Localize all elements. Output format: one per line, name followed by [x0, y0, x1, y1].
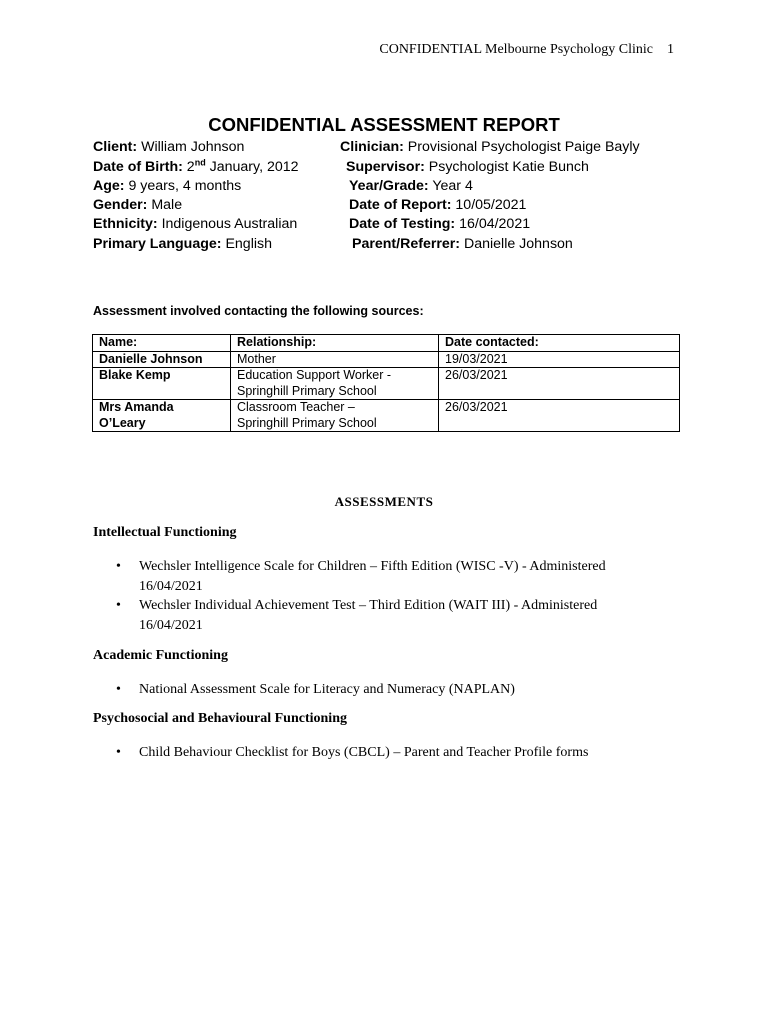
list-item: • Wechsler Individual Achievement Test – Third Edition (WAIT III) - Administered 16/04/2021	[116, 598, 598, 633]
list-item: • Child Behaviour Checklist for Boys (CBCL) – Parent and Teacher Profile forms	[116, 743, 666, 763]
bullet-icon: •	[116, 745, 121, 760]
info-client: Client: William Johnson	[93, 139, 245, 155]
report-title: CONFIDENTIAL ASSESSMENT REPORT	[208, 114, 560, 135]
page-number: 1	[667, 42, 674, 57]
table-cell-date: 26/03/2021	[439, 400, 680, 432]
assessments-heading: ASSESSMENTS	[334, 494, 434, 509]
table-header-cell: Date contacted:	[439, 335, 680, 352]
table-cell-name: Blake Kemp	[93, 368, 231, 400]
table-header-cell: Name:	[93, 335, 231, 352]
table-cell-name: Danielle Johnson	[93, 351, 231, 368]
table-cell-relationship: Classroom Teacher – Springhill Primary School	[231, 400, 439, 432]
table-cell-relationship: Education Support Worker - Springhill Primary School	[231, 368, 439, 400]
info-supervisor: Supervisor: Psychologist Katie Bunch	[346, 159, 589, 175]
section-title-academic: Academic Functioning	[93, 648, 228, 663]
info-year-grade: Year/Grade: Year 4	[349, 178, 473, 194]
table-cell-name: Mrs Amanda O’Leary	[93, 400, 231, 432]
section-title-intellectual: Intellectual Functioning	[93, 525, 237, 540]
info-age: Age: 9 years, 4 months	[93, 178, 242, 194]
info-date-of-report: Date of Report: 10/05/2021	[349, 197, 527, 213]
bullet-icon: •	[116, 598, 121, 613]
table-header-cell: Relationship:	[231, 335, 439, 352]
list-item: • Wechsler Intelligence Scale for Children – Fifth Edition (WISC -V) - Administered 16/04/2021	[116, 559, 606, 594]
sources-heading: Assessment involved contacting the following sources:	[93, 304, 424, 318]
bullet-icon: •	[116, 682, 121, 697]
info-parent-referrer: Parent/Referrer: Danielle Johnson	[352, 236, 573, 252]
info-ethnicity: Ethnicity: Indigenous Australian	[93, 216, 298, 232]
info-gender: Gender: Male	[93, 197, 183, 213]
table-cell-relationship: Mother	[231, 351, 439, 368]
page-header	[379, 42, 674, 58]
info-language: Primary Language: English	[93, 236, 272, 252]
sources-table	[92, 334, 680, 432]
table-row	[93, 368, 680, 400]
info-clinician: Clinician: Provisional Psychologist Paige Bayly	[340, 139, 640, 155]
header-text: CONFIDENTIAL Melbourne Psychology Clinic	[379, 42, 653, 57]
info-dob: Date of Birth: 2nd January, 2012	[93, 157, 299, 175]
list-item: • National Assessment Scale for Literacy and Numeracy (NAPLAN)	[116, 680, 666, 700]
section-title-psychosocial: Psychosocial and Behavioural Functioning	[93, 711, 347, 726]
table-row	[93, 351, 680, 368]
info-date-of-testing: Date of Testing: 16/04/2021	[349, 216, 531, 232]
table-row	[93, 400, 680, 432]
table-cell-date: 26/03/2021	[439, 368, 680, 400]
bullet-icon: •	[116, 559, 121, 574]
table-header-row	[93, 335, 680, 352]
table-cell-date: 19/03/2021	[439, 351, 680, 368]
